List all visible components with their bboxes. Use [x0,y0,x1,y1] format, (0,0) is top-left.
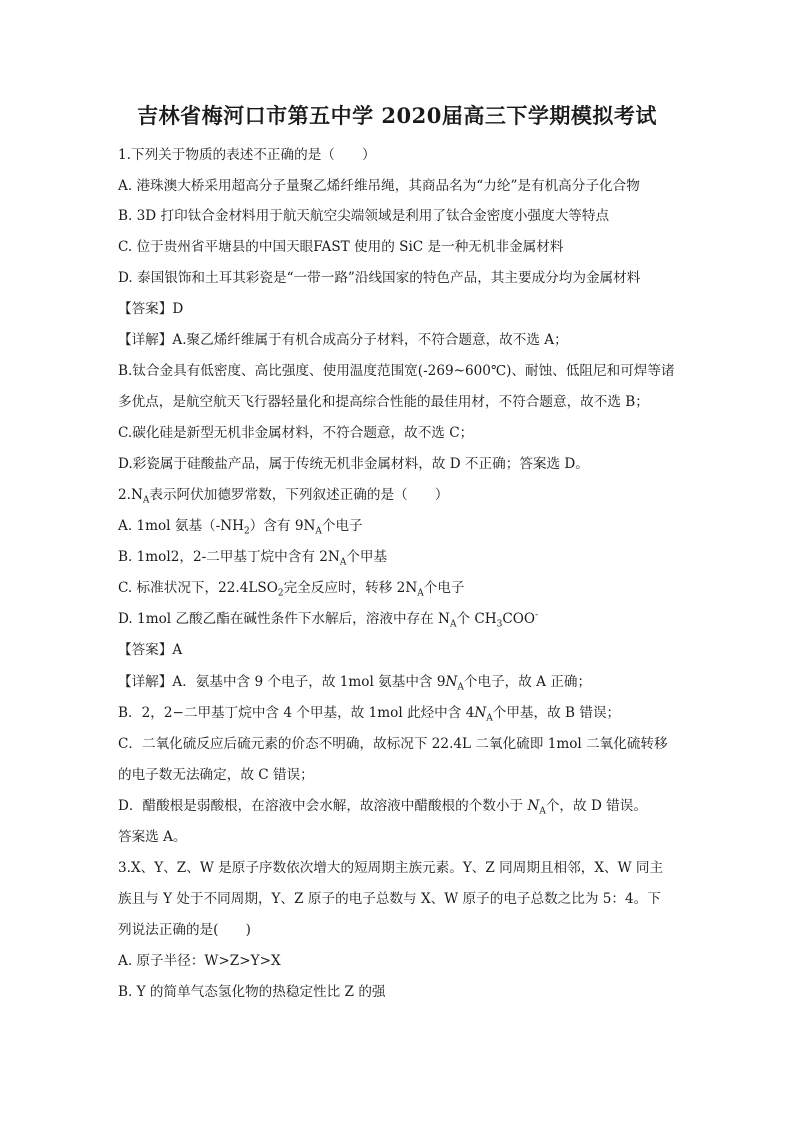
q3-stem-line: 3.X、Y、Z、W 是原子序数依次增大的短周期主族元素。Y、Z 同周期且相邻，X、W 同主 [118,860,664,876]
q1-option-b: B. 3D 打印钛合金材料用于航天航空尖端领域是利用了钛合金密度小强度大等特点 [118,208,610,224]
q1-option-a: A. 港珠澳大桥采用超高分子量聚乙烯纤维吊绳，其商品名为“力纶”是有机高分子化合物 [118,178,640,194]
q2-option-b: B. 1mol2，2-二甲基丁烷中含有 $2N_A$个甲基 [118,549,388,567]
q1-explanation-line: C.碳化硅是新型无机非金属材料，不符合题意，故不选 C； [118,425,474,441]
q1-explanation-line: B.钛合金具有低密度、高比强度、使用温度范围宽(-269~600℃)、耐蚀、低阻尼和可焊等诸 [118,363,675,379]
q2-option-c: C. 标准状况下，$22.4LSO_2$完全反应时，转移 $2N_A$个电子 [118,580,465,598]
q2-explanation-line: 【详解】A．氨基中含 9 个电子，故 1mol 氨基中含 $9N_A$个电子，故 A 正确； [118,674,592,692]
q2-explanation-line: B．2，2−二甲基丁烷中含 4 个甲基，故 1mol 此烃中含 $4N_A$个甲基，故 B 错误； [118,705,621,723]
q2-option-d: D. 1mol 乙酸乙酯在碱性条件下水解后，溶液中存在 $N_A$个 $CH_3COO^-$ [118,610,539,629]
q2-explanation-line: 的电子数无法确定，故 C 错误； [118,767,314,783]
q1-option-c: C. 位于贵州省平塘县的中国天眼FAST 使用的 SiC 是一种无机非金属材料 [118,239,564,255]
q1-option-d: D. 泰国银饰和土耳其彩瓷是“一带一路”沿线国家的特色产品，其主要成分均为金属材料 [118,270,641,286]
q2-explanation-line: C．二氧化硫反应后硫元素的价态不明确，故标况下 22.4L 二氧化硫即 1mol 二氧化硫转移 [118,736,668,752]
page-title: 吉林省梅河口市第五中学 2020届高三下学期模拟考试 [137,103,657,128]
q1-explanation-line: 【详解】A.聚乙烯纤维属于有机合成高分子材料，不符合题意，故不选 A； [118,332,568,348]
q1-explanation-line: D.彩瓷属于硅酸盐产品，属于传统无机非金属材料，故 D 不正确；答案选 D。 [118,456,589,472]
q2-answer: 【答案】A [118,642,183,658]
q2-explanation-line: D．醋酸根是弱酸根，在溶液中会水解，故溶液中醋酸根的个数小于 $N_A$个，故 D 错误。 [118,798,647,816]
q2-option-a: A. 1mol 氨基$(-NH_2)$含有 $9N_A$个电子 [118,518,363,536]
q2-explanation-line: 答案选 A。 [118,829,187,845]
q3-stem-line: 族且与 Y 处于不同周期，Y、Z 原子的电子总数与 X、W 原子的电子总数之比为 5：4。下 [118,891,661,907]
q1-stem: 1.下列关于物质的表述不正确的是（ ） [118,147,376,163]
q1-explanation-line: 多优点，是航空航天飞行器轻量化和提高综合性能的最佳用材，不符合题意，故不选 B； [118,394,649,410]
q3-option-b: B. Y 的简单气态氢化物的热稳定性比 Z 的强 [118,984,386,1000]
q3-stem-line: 列说法正确的是( ) [118,922,251,938]
q2-stem: $2.N_A$表示阿伏加德罗常数，下列叙述正确的是（ ） [118,487,449,505]
q3-option-a: A. 原子半径：W>Z>Y>X [118,953,281,969]
q1-answer: 【答案】D [118,301,184,317]
